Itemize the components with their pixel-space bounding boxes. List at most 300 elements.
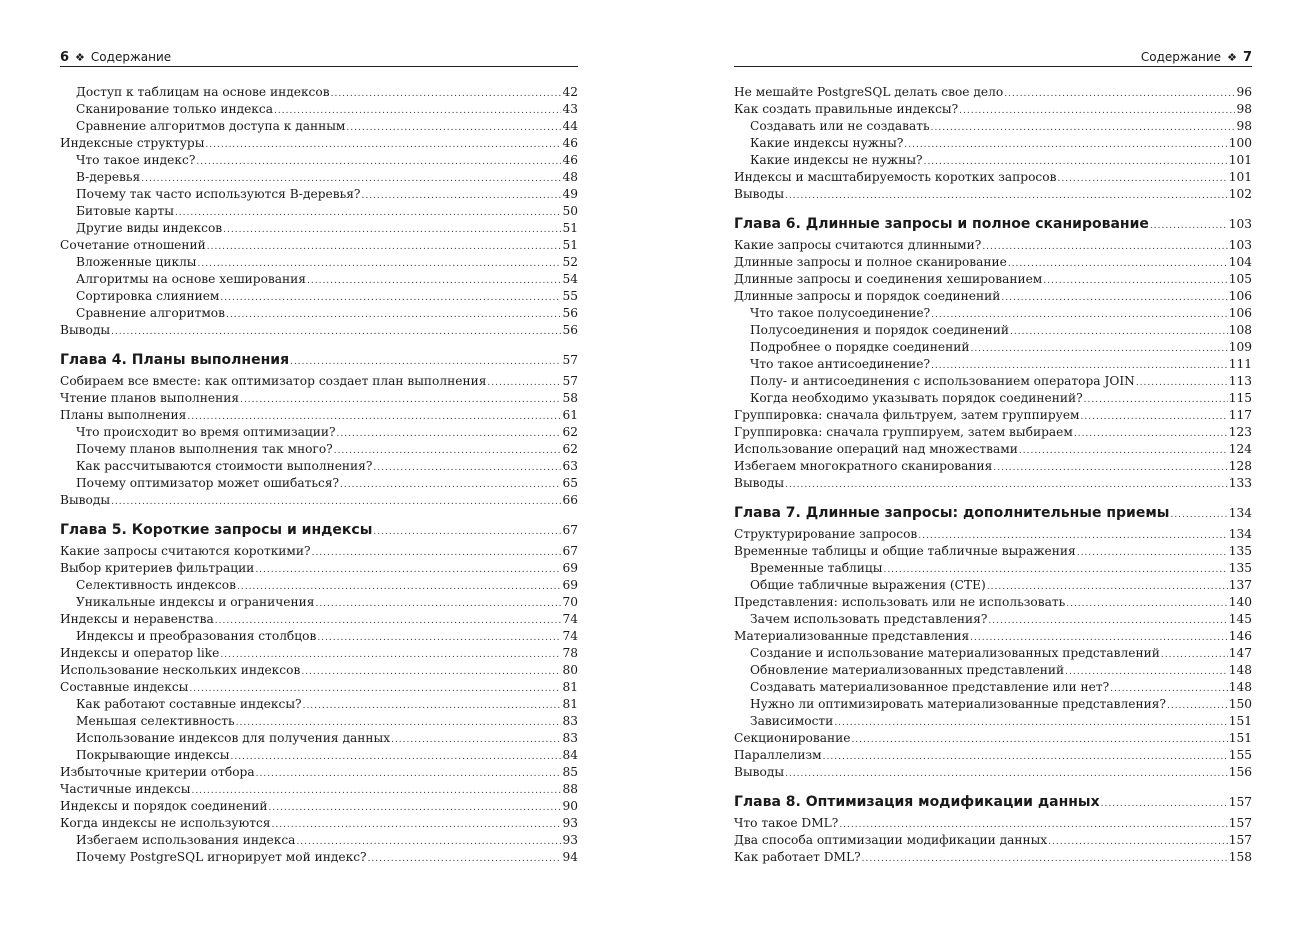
toc-entry-title: Битовые карты bbox=[76, 204, 174, 218]
toc-entry-title: Индексы и неравенства bbox=[60, 612, 214, 626]
toc-entry-title: Использование операций над множествами bbox=[734, 442, 1018, 456]
dot-leader bbox=[226, 307, 561, 324]
dot-leader bbox=[1136, 375, 1228, 392]
toc-entry-page: 103 bbox=[1228, 217, 1252, 231]
dot-leader bbox=[331, 86, 562, 103]
toc-entry bbox=[60, 237, 578, 254]
toc-entry bbox=[734, 679, 1252, 696]
dot-leader bbox=[823, 749, 1228, 766]
toc-entry bbox=[734, 441, 1252, 458]
toc-entry-title: Создание и использование материализованных представлений bbox=[750, 646, 1160, 660]
toc-entry bbox=[60, 611, 578, 628]
toc-entry-page: 63 bbox=[562, 459, 578, 473]
toc-entry-page: 157 bbox=[1228, 833, 1252, 847]
toc-entry bbox=[734, 118, 1252, 135]
toc-entry-title: Какие запросы считаются короткими? bbox=[60, 544, 311, 558]
toc-entry bbox=[734, 373, 1252, 390]
toc-entry-page: 158 bbox=[1228, 850, 1252, 864]
toc-entry-title: Обновление материализованных представлений bbox=[750, 663, 1065, 677]
left-running-header bbox=[60, 48, 578, 67]
toc-chapter-heading bbox=[734, 792, 1252, 812]
toc-entry-page: 43 bbox=[562, 102, 578, 116]
dot-leader bbox=[993, 460, 1227, 477]
toc-entry-page: 108 bbox=[1228, 323, 1252, 337]
toc-entry bbox=[60, 271, 578, 288]
toc-entry-title: Выводы bbox=[734, 765, 785, 779]
toc-entry bbox=[60, 662, 578, 679]
toc-entry bbox=[60, 747, 578, 764]
toc-entry-title: B-деревья bbox=[76, 170, 141, 184]
toc-entry-title: Выводы bbox=[60, 493, 111, 507]
toc-entry bbox=[734, 849, 1252, 866]
toc-entry bbox=[60, 152, 578, 169]
dot-leader bbox=[307, 273, 561, 290]
toc-entry-title: Материализованные представления bbox=[734, 629, 970, 643]
toc-entry-page: 148 bbox=[1228, 663, 1252, 677]
toc-entry bbox=[734, 169, 1252, 186]
toc-entry bbox=[60, 713, 578, 730]
toc-entry-title: Длинные запросы и соединения хешированием bbox=[734, 272, 1043, 286]
dot-leader bbox=[111, 494, 561, 511]
toc-entry-page: 46 bbox=[562, 136, 578, 150]
toc-entry-title: Индексы и масштабируемость коротких запросов bbox=[734, 170, 1057, 184]
toc-entry-page: 124 bbox=[1228, 442, 1252, 456]
toc-entry-title: Как работает DML? bbox=[734, 850, 861, 864]
dot-leader bbox=[1001, 290, 1227, 307]
toc-entry-page: 74 bbox=[562, 612, 578, 626]
toc-entry-title: Глава 7. Длинные запросы: дополнительные приемы bbox=[734, 505, 1170, 521]
dot-leader bbox=[1010, 324, 1228, 341]
toc-entry-page: 83 bbox=[562, 714, 578, 728]
toc-entry-page: 62 bbox=[562, 425, 578, 439]
toc-entry bbox=[734, 815, 1252, 832]
toc-entry bbox=[734, 662, 1252, 679]
toc-entry-page: 150 bbox=[1228, 697, 1252, 711]
toc-entry-page: 88 bbox=[562, 782, 578, 796]
dot-leader bbox=[205, 137, 561, 154]
toc-entry bbox=[60, 169, 578, 186]
toc-entry-page: 100 bbox=[1228, 136, 1252, 150]
dot-leader bbox=[862, 851, 1228, 868]
toc-entry bbox=[60, 288, 578, 305]
toc-entry-page: 104 bbox=[1228, 255, 1252, 269]
toc-entry-title: Как рассчитываются стоимости выполнения? bbox=[76, 459, 373, 473]
dot-leader bbox=[255, 562, 561, 579]
toc-entry-title: Сочетание отношений bbox=[60, 238, 206, 252]
toc-entry bbox=[60, 135, 578, 152]
toc-entry bbox=[60, 645, 578, 662]
toc-entry-page: 51 bbox=[562, 221, 578, 235]
toc-entry-title: Нужно ли оптимизировать материализованные представления? bbox=[750, 697, 1166, 711]
toc-entry-page: 96 bbox=[1236, 85, 1252, 99]
toc-entry bbox=[60, 560, 578, 577]
toc-entry bbox=[60, 696, 578, 713]
dot-leader bbox=[368, 851, 562, 868]
toc-entry-page: 155 bbox=[1228, 748, 1252, 762]
toc-entry-page: 55 bbox=[562, 289, 578, 303]
toc-entry bbox=[734, 288, 1252, 305]
ornament-icon: ❖ bbox=[1227, 50, 1237, 64]
toc-entry-title: Что такое антисоединение? bbox=[750, 357, 931, 371]
toc-entry-title: Какие индексы не нужны? bbox=[750, 153, 923, 167]
toc-entry-page: 62 bbox=[562, 442, 578, 456]
toc-entry-page: 113 bbox=[1228, 374, 1252, 388]
toc-entry bbox=[60, 798, 578, 815]
toc-entry bbox=[734, 577, 1252, 594]
toc-entry bbox=[734, 832, 1252, 849]
toc-entry bbox=[60, 543, 578, 560]
toc-entry bbox=[60, 594, 578, 611]
dot-leader bbox=[312, 545, 562, 562]
toc-entry bbox=[60, 373, 578, 390]
toc-entry-page: 83 bbox=[562, 731, 578, 745]
toc-entry-title: Почему планов выполнения так много? bbox=[76, 442, 333, 456]
toc-entry bbox=[734, 186, 1252, 203]
toc-entry-page: 74 bbox=[562, 629, 578, 643]
dot-leader bbox=[982, 239, 1227, 256]
toc-entry bbox=[60, 118, 578, 135]
toc-entry bbox=[60, 305, 578, 322]
toc-chapter-heading bbox=[60, 350, 578, 370]
toc-entry-page: 157 bbox=[1228, 816, 1252, 830]
toc-entry bbox=[734, 713, 1252, 730]
toc-entry-page: 70 bbox=[562, 595, 578, 609]
toc-entry-title: Почему так часто используются B-деревья? bbox=[76, 187, 361, 201]
toc-entry bbox=[60, 322, 578, 339]
toc-entry bbox=[60, 628, 578, 645]
toc-entry bbox=[734, 543, 1252, 560]
toc-entry bbox=[734, 628, 1252, 645]
toc-entry-title: Секционирование bbox=[734, 731, 851, 745]
toc-entry-title: Зависимости bbox=[750, 714, 834, 728]
toc-entry-page: 57 bbox=[562, 353, 578, 367]
toc-entry-title: Структурирование запросов bbox=[734, 527, 918, 541]
dot-leader bbox=[301, 664, 561, 681]
dot-leader bbox=[1167, 698, 1228, 715]
dot-leader bbox=[1161, 647, 1228, 664]
dot-leader bbox=[346, 120, 561, 137]
toc-entry-page: 85 bbox=[562, 765, 578, 779]
toc-entry-title: Покрывающие индексы bbox=[76, 748, 230, 762]
toc-entry-title: Почему оптимизатор может ошибаться? bbox=[76, 476, 340, 490]
dot-leader bbox=[904, 137, 1227, 154]
toc-entry-title: Использование нескольких индексов bbox=[60, 663, 301, 677]
toc-entry-page: 145 bbox=[1228, 612, 1252, 626]
toc-entry-title: Длинные запросы и полное сканирование bbox=[734, 255, 1007, 269]
dot-leader bbox=[785, 766, 1228, 783]
toc-chapter-heading bbox=[734, 214, 1252, 234]
toc-entry-title: Создавать или не создавать bbox=[750, 119, 930, 133]
ornament-icon: ❖ bbox=[75, 50, 85, 64]
dot-leader bbox=[373, 522, 561, 542]
toc-entry-title: Сравнение алгоритмов доступа к данным bbox=[76, 119, 346, 133]
toc-entry bbox=[734, 560, 1252, 577]
toc-entry-title: Почему PostgreSQL игнорирует мой индекс? bbox=[76, 850, 367, 864]
toc-entry-page: 151 bbox=[1228, 714, 1252, 728]
toc-entry bbox=[60, 84, 578, 101]
dot-leader bbox=[361, 188, 561, 205]
dot-leader bbox=[959, 103, 1235, 120]
right-running-header bbox=[734, 48, 1252, 67]
toc-entry bbox=[734, 152, 1252, 169]
page-number: 7 bbox=[1242, 49, 1252, 65]
toc-entry-page: 90 bbox=[562, 799, 578, 813]
toc-entry-title: Сортировка слиянием bbox=[76, 289, 220, 303]
dot-leader bbox=[1170, 505, 1227, 525]
toc-entry-title: Глава 8. Оптимизация модификации данных bbox=[734, 794, 1100, 810]
toc-entry bbox=[734, 645, 1252, 662]
toc-entry-page: 98 bbox=[1236, 102, 1252, 116]
toc-entry bbox=[60, 203, 578, 220]
toc-entry-page: 134 bbox=[1228, 527, 1252, 541]
toc-entry-page: 146 bbox=[1228, 629, 1252, 643]
toc-entry-title: Когда индексы не используются bbox=[60, 816, 271, 830]
dot-leader bbox=[1019, 443, 1228, 460]
toc-entry bbox=[60, 764, 578, 781]
toc-entry bbox=[734, 407, 1252, 424]
toc-entry-title: Что такое индекс? bbox=[76, 153, 196, 167]
toc-entry-title: Как работают составные индексы? bbox=[76, 697, 302, 711]
toc-entry-page: 84 bbox=[562, 748, 578, 762]
toc-entry bbox=[60, 832, 578, 849]
toc-entry-page: 147 bbox=[1228, 646, 1252, 660]
dot-leader bbox=[1150, 216, 1228, 236]
toc-entry-page: 69 bbox=[562, 561, 578, 575]
toc-entry bbox=[60, 458, 578, 475]
toc-entry bbox=[734, 356, 1252, 373]
dot-leader bbox=[1081, 409, 1228, 426]
toc-entry bbox=[60, 679, 578, 696]
dot-leader bbox=[834, 715, 1227, 732]
toc-entry-page: 101 bbox=[1228, 153, 1252, 167]
toc-entry-page: 56 bbox=[562, 306, 578, 320]
toc-entry-page: 134 bbox=[1228, 506, 1252, 520]
toc-entry-title: Выводы bbox=[734, 476, 785, 490]
toc-entry-page: 42 bbox=[562, 85, 578, 99]
toc-entry-title: Длинные запросы и порядок соединений bbox=[734, 289, 1001, 303]
toc-entry-page: 78 bbox=[562, 646, 578, 660]
toc-entry bbox=[734, 764, 1252, 781]
toc-entry-page: 81 bbox=[562, 680, 578, 694]
toc-entry bbox=[60, 849, 578, 866]
toc-entry-title: Временные таблицы и общие табличные выражения bbox=[734, 544, 1076, 558]
toc-entry-title: Выводы bbox=[60, 323, 111, 337]
dot-leader bbox=[111, 324, 561, 341]
toc-entry-title: Собираем все вместе: как оптимизатор создает план выполнения bbox=[60, 374, 487, 388]
toc-entry bbox=[60, 492, 578, 509]
toc-entry-title: Сканирование только индекса bbox=[76, 102, 274, 116]
toc-entry-page: 56 bbox=[562, 323, 578, 337]
dot-leader bbox=[340, 477, 561, 494]
toc-entry bbox=[60, 254, 578, 271]
dot-leader bbox=[303, 698, 562, 715]
toc-entry-title: Параллелизм bbox=[734, 748, 822, 762]
toc-entry-title: Не мешайте PostgreSQL делать свое дело bbox=[734, 85, 1004, 99]
toc-chapter-heading bbox=[734, 503, 1252, 523]
toc-entry-page: 103 bbox=[1228, 238, 1252, 252]
toc-entry-title: Общие табличные выражения (CTE) bbox=[750, 578, 986, 592]
dot-leader bbox=[931, 120, 1236, 137]
dot-leader bbox=[391, 732, 561, 749]
toc-entry-title: Использование индексов для получения данных bbox=[76, 731, 391, 745]
toc-entry bbox=[60, 441, 578, 458]
toc-entry-title: Составные индексы bbox=[60, 680, 189, 694]
toc-entry-title: Подробнее о порядке соединений bbox=[750, 340, 970, 354]
toc-entry-title: Глава 6. Длинные запросы и полное сканирование bbox=[734, 216, 1149, 232]
toc-entry-title: Как создать правильные индексы? bbox=[734, 102, 959, 116]
toc-entry-page: 157 bbox=[1228, 795, 1252, 809]
toc-entry-page: 135 bbox=[1228, 544, 1252, 558]
toc-entry-page: 98 bbox=[1236, 119, 1252, 133]
toc-entry-title: Создавать материализованное представление или нет? bbox=[750, 680, 1110, 694]
toc-entry-page: 66 bbox=[562, 493, 578, 507]
dot-leader bbox=[1066, 596, 1228, 613]
dot-leader bbox=[271, 817, 561, 834]
toc-entry bbox=[734, 254, 1252, 271]
dot-leader bbox=[487, 375, 561, 392]
toc-entry bbox=[734, 594, 1252, 611]
dot-leader bbox=[1077, 545, 1228, 562]
toc-entry-page: 105 bbox=[1228, 272, 1252, 286]
toc-entry-page: 109 bbox=[1228, 340, 1252, 354]
toc-entry-page: 128 bbox=[1228, 459, 1252, 473]
dot-leader bbox=[230, 749, 561, 766]
dot-leader bbox=[988, 613, 1227, 630]
toc-entry-title: Чтение планов выполнения bbox=[60, 391, 240, 405]
toc-chapter-heading bbox=[60, 520, 578, 540]
toc-entry-title: Два способа оптимизации модификации данных bbox=[734, 833, 1048, 847]
toc-entry bbox=[734, 390, 1252, 407]
dot-leader bbox=[1074, 426, 1228, 443]
toc-entry bbox=[734, 237, 1252, 254]
toc-entry-title: Другие виды индексов bbox=[76, 221, 223, 235]
dot-leader bbox=[207, 239, 562, 256]
toc-entry-page: 61 bbox=[562, 408, 578, 422]
toc-entry-title: Выбор критериев фильтрации bbox=[60, 561, 255, 575]
toc-entry-page: 93 bbox=[562, 833, 578, 847]
dot-leader bbox=[785, 477, 1228, 494]
toc-entry-title: Уникальные индексы и ограничения bbox=[76, 595, 315, 609]
toc-entry bbox=[60, 781, 578, 798]
toc-entry-page: 148 bbox=[1228, 680, 1252, 694]
toc-entry-page: 106 bbox=[1228, 306, 1252, 320]
toc-entry-page: 58 bbox=[562, 391, 578, 405]
toc-entry-page: 48 bbox=[562, 170, 578, 184]
toc-entry-title: Что такое DML? bbox=[734, 816, 839, 830]
toc-entry-page: 140 bbox=[1228, 595, 1252, 609]
toc-entry-title: Полусоединения и порядок соединений bbox=[750, 323, 1010, 337]
toc-entry-title: Что происходит во время оптимизации? bbox=[76, 425, 336, 439]
toc-entry bbox=[734, 424, 1252, 441]
dot-leader bbox=[223, 222, 561, 239]
toc-entry-title: Глава 4. Планы выполнения bbox=[60, 352, 290, 368]
toc-entry-title: Индексы и преобразования столбцов bbox=[76, 629, 317, 643]
toc-entry-page: 46 bbox=[562, 153, 578, 167]
toc-entry-title: Выводы bbox=[734, 187, 785, 201]
toc-entry-title: Какие запросы считаются длинными? bbox=[734, 238, 982, 252]
dot-leader bbox=[317, 630, 561, 647]
dot-leader bbox=[785, 188, 1228, 205]
dot-leader bbox=[315, 596, 561, 613]
dot-leader bbox=[290, 352, 561, 372]
toc-entry bbox=[734, 271, 1252, 288]
toc-entry bbox=[60, 577, 578, 594]
toc-entry bbox=[734, 526, 1252, 543]
toc-entry bbox=[734, 475, 1252, 492]
toc-entry bbox=[60, 186, 578, 203]
toc-entry-title: Временные таблицы bbox=[750, 561, 883, 575]
running-title: Содержание bbox=[1140, 50, 1222, 64]
toc-entry-title: Меньшая селективность bbox=[76, 714, 235, 728]
toc-entry-title: Доступ к таблицам на основе индексов bbox=[76, 85, 330, 99]
toc-entry-title: Когда необходимо указывать порядок соединений? bbox=[750, 391, 1083, 405]
toc-entry-title: Группировка: сначала группируем, затем выбираем bbox=[734, 425, 1073, 439]
toc-entry-page: 65 bbox=[562, 476, 578, 490]
toc-entry bbox=[734, 305, 1252, 322]
toc-entry bbox=[60, 730, 578, 747]
dot-leader bbox=[1048, 834, 1228, 851]
toc-entry-title: Частичные индексы bbox=[60, 782, 191, 796]
toc-entry-page: 106 bbox=[1228, 289, 1252, 303]
toc-entry-page: 123 bbox=[1228, 425, 1252, 439]
dot-leader bbox=[256, 766, 562, 783]
toc-entry-title: Алгоритмы на основе хеширования bbox=[76, 272, 306, 286]
toc-entry-page: 54 bbox=[562, 272, 578, 286]
toc-entry bbox=[60, 424, 578, 441]
dot-leader bbox=[240, 392, 561, 409]
dot-leader bbox=[220, 290, 561, 307]
toc-entry-page: 133 bbox=[1228, 476, 1252, 490]
toc-entry-page: 135 bbox=[1228, 561, 1252, 575]
toc-entry bbox=[734, 611, 1252, 628]
dot-leader bbox=[175, 205, 562, 222]
toc-entry bbox=[734, 101, 1252, 118]
toc-list bbox=[60, 84, 578, 866]
dot-leader bbox=[1084, 392, 1228, 409]
toc-entry bbox=[734, 84, 1252, 101]
toc-entry-title: Избыточные критерии отбора bbox=[60, 765, 255, 779]
toc-entry-title: Представления: использовать или не использовать bbox=[734, 595, 1066, 609]
toc-entry bbox=[734, 696, 1252, 713]
dot-leader bbox=[1004, 86, 1235, 103]
toc-entry-title: Какие индексы нужны? bbox=[750, 136, 904, 150]
toc-entry bbox=[734, 135, 1252, 152]
toc-entry-page: 57 bbox=[562, 374, 578, 388]
toc-entry-page: 111 bbox=[1228, 357, 1252, 371]
toc-entry bbox=[734, 322, 1252, 339]
dot-leader bbox=[337, 426, 562, 443]
toc-entry-page: 156 bbox=[1228, 765, 1252, 779]
dot-leader bbox=[851, 732, 1227, 749]
toc-entry-title: Сравнение алгоритмов bbox=[76, 306, 225, 320]
toc-entry-page: 52 bbox=[562, 255, 578, 269]
toc-entry bbox=[60, 475, 578, 492]
toc-entry-title: Группировка: сначала фильтруем, затем группируем bbox=[734, 408, 1080, 422]
toc-entry-page: 151 bbox=[1228, 731, 1252, 745]
toc-entry-page: 50 bbox=[562, 204, 578, 218]
toc-entry bbox=[734, 747, 1252, 764]
toc-entry-title: Избегаем использования индекса bbox=[76, 833, 296, 847]
toc-entry-page: 51 bbox=[562, 238, 578, 252]
dot-leader bbox=[373, 460, 561, 477]
toc-entry-page: 102 bbox=[1228, 187, 1252, 201]
toc-entry-title: Планы выполнения bbox=[60, 408, 187, 422]
toc-list bbox=[734, 84, 1252, 866]
toc-entry bbox=[60, 815, 578, 832]
dot-leader bbox=[1043, 273, 1227, 290]
toc-entry bbox=[60, 101, 578, 118]
toc-entry-page: 115 bbox=[1228, 391, 1252, 405]
